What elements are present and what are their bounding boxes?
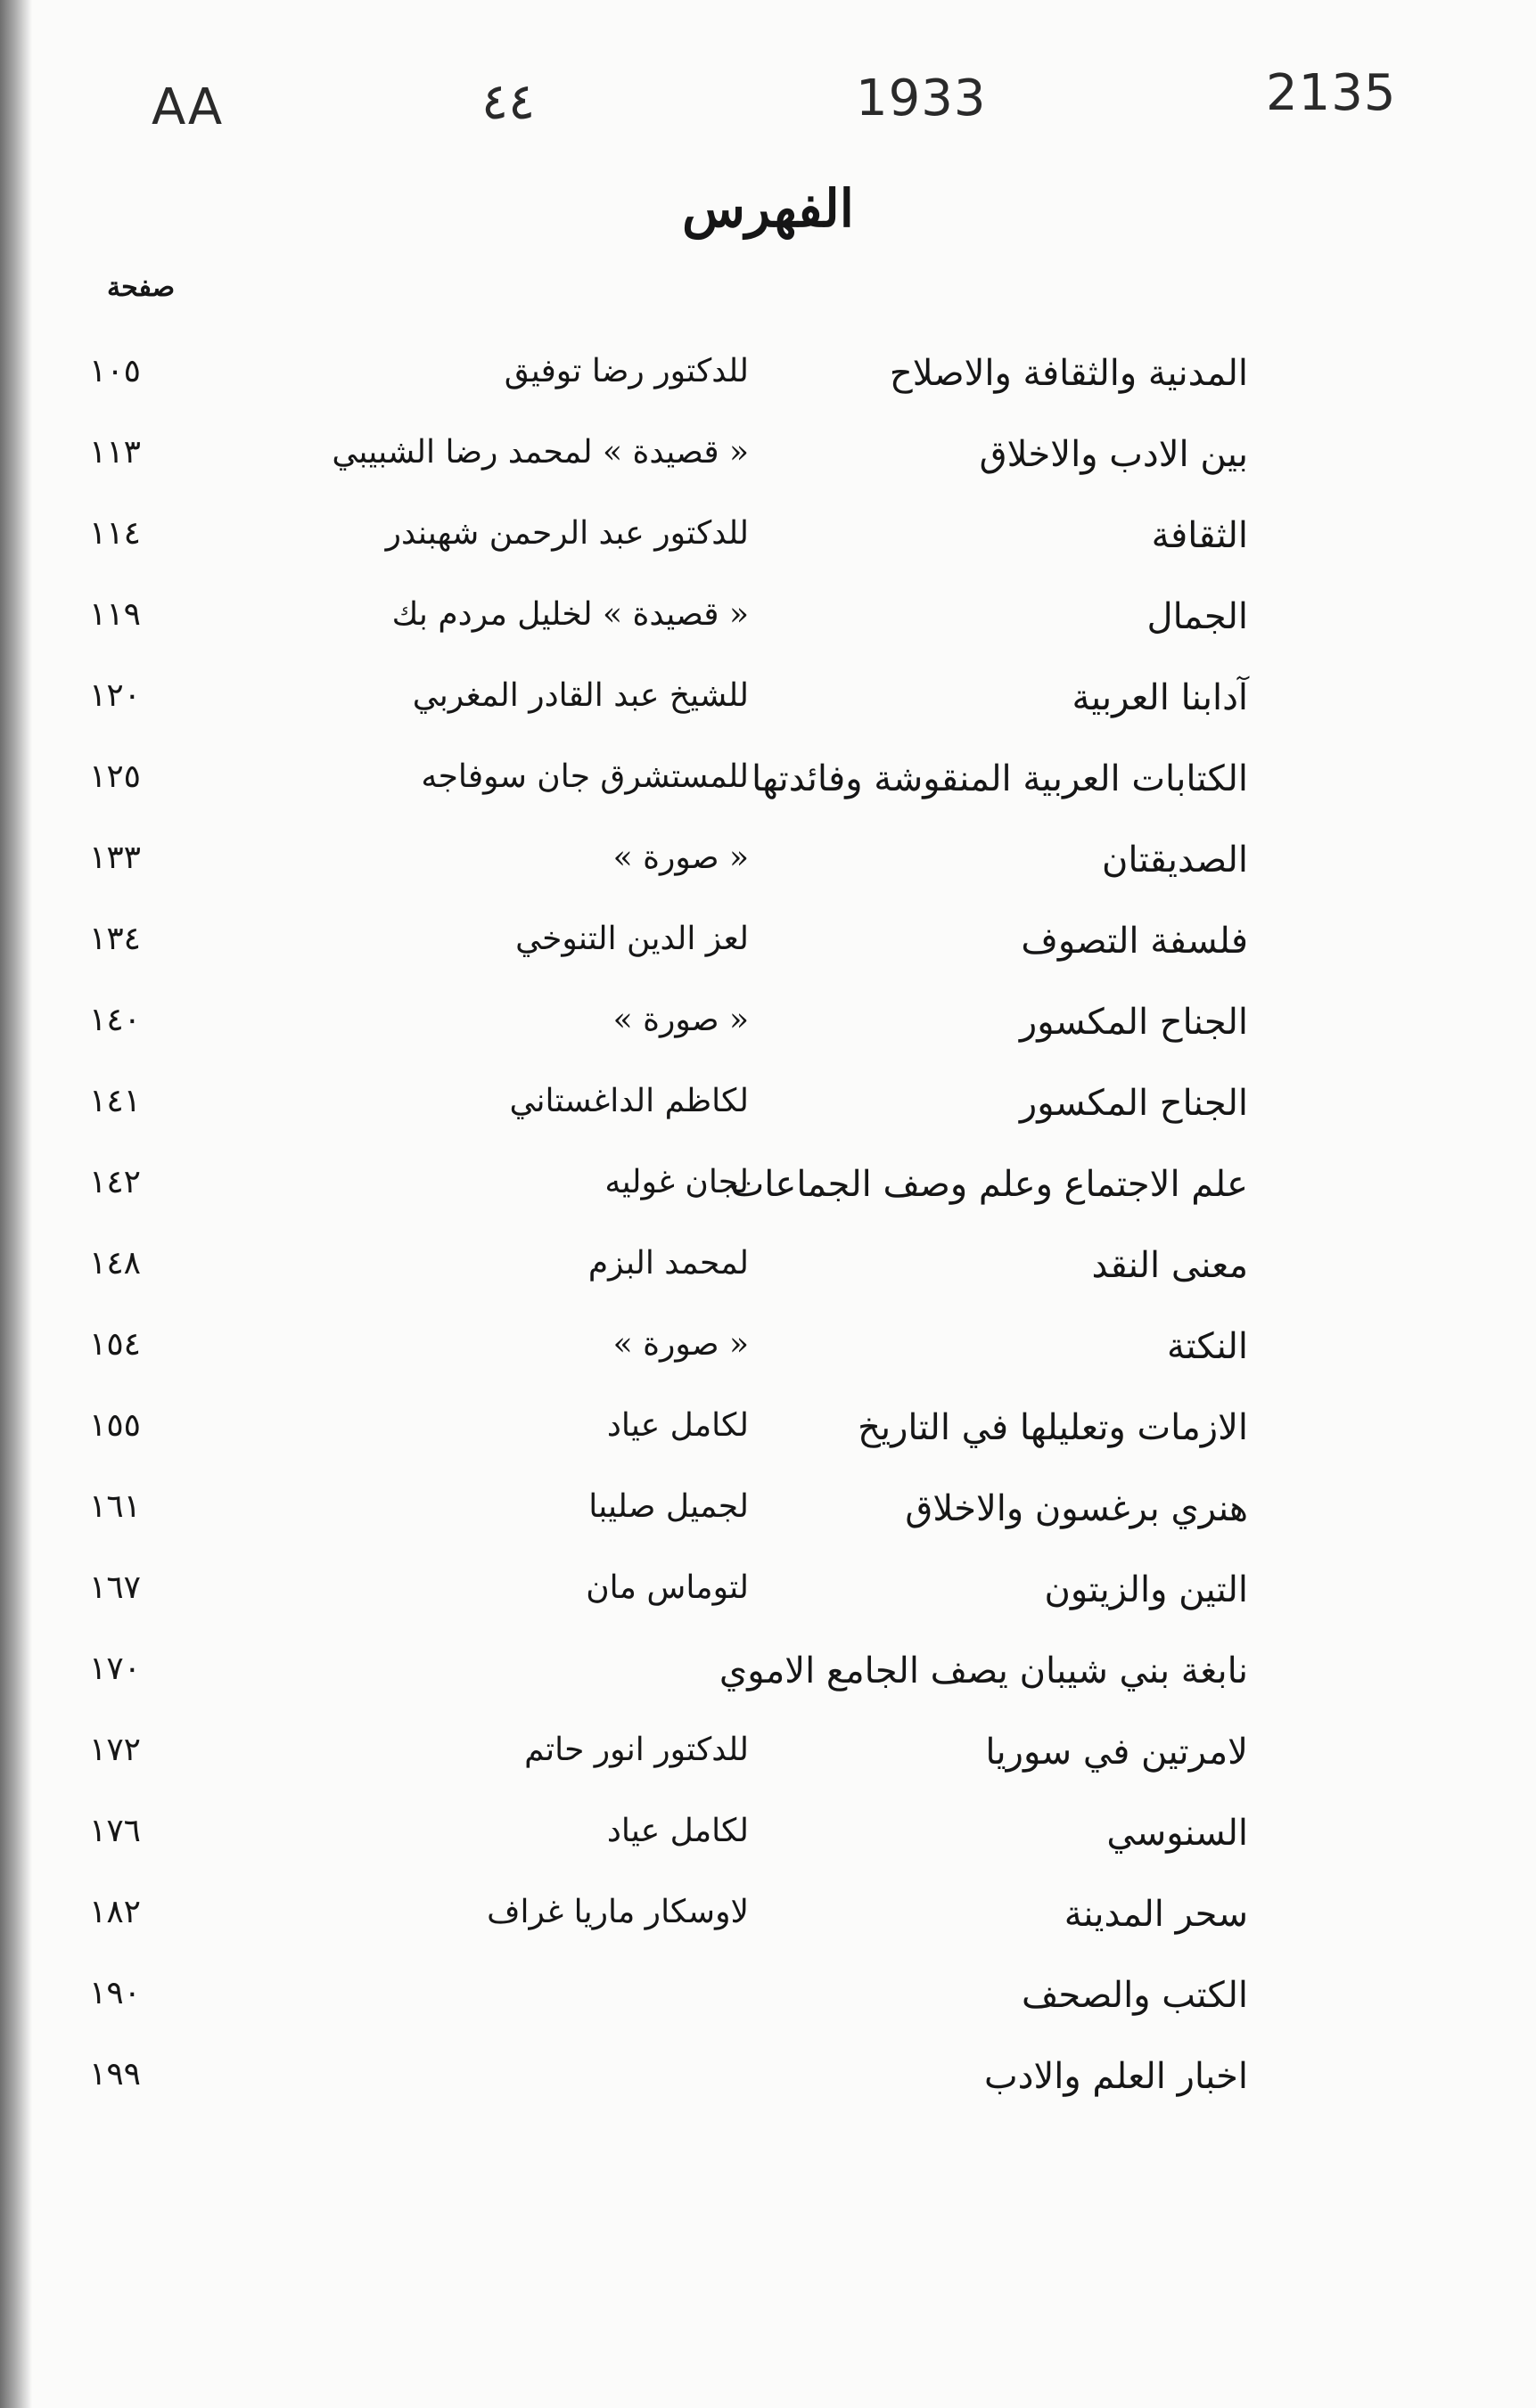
toc-title: الازمات وتعليلها في التاريخ	[858, 1407, 1248, 1448]
toc-author: « صورة »	[612, 1326, 749, 1363]
toc-title: الثقافة	[1151, 515, 1248, 556]
toc-title: النكتة	[1167, 1326, 1248, 1367]
toc-row	[89, 1393, 1248, 1474]
handwritten-note-2: ٤٤	[481, 73, 536, 131]
toc-page-number: ١٧٢	[89, 1732, 142, 1768]
toc-title: فلسفة التصوف	[1021, 921, 1248, 962]
handwritten-note-3: 1933	[856, 70, 987, 127]
toc-page-number: ١٠٥	[89, 353, 142, 389]
toc-author: للمستشرق جان سوفاجه	[421, 758, 749, 795]
toc-author: « قصيدة » لمحمد رضا الشبيبي	[332, 434, 749, 471]
toc-title: بين الادب والاخلاق	[979, 434, 1248, 475]
toc-row	[89, 1636, 1248, 1717]
toc-row	[89, 744, 1248, 825]
toc-row	[89, 825, 1248, 906]
toc-page-number: ١٨٢	[89, 1894, 142, 1930]
handwritten-note-4: 2135	[1266, 64, 1397, 122]
toc-page-number: ١٩٩	[89, 2056, 142, 2093]
toc-title: المدنية والثقافة والاصلاح	[889, 353, 1248, 394]
toc-row	[89, 1150, 1248, 1231]
toc-title: الجناح المكسور	[1019, 1002, 1248, 1043]
page-title: الفهرس	[682, 178, 854, 239]
toc-title: سحر المدينة	[1064, 1894, 1248, 1935]
toc-page-number: ١٣٤	[89, 921, 142, 957]
toc-title: السنوسي	[1106, 1813, 1248, 1854]
toc-page-number: ١١٣	[89, 434, 142, 471]
toc-author: لاوسكار ماريا غراف	[487, 1894, 749, 1930]
toc-page-number: ١١٩	[89, 596, 142, 633]
toc-author: لجميل صليبا	[588, 1488, 749, 1525]
toc-title: التين والزيتون	[1044, 1569, 1248, 1610]
toc-title: الصديقتان	[1102, 840, 1248, 880]
toc-row	[89, 987, 1248, 1069]
toc-row	[89, 2042, 1248, 2123]
toc-page-number: ١٧٦	[89, 1813, 142, 1849]
toc-row	[89, 420, 1248, 501]
toc-author: لمحمد البزم	[587, 1245, 749, 1282]
toc-author: « قصيدة » لخليل مردم بك	[391, 596, 749, 633]
toc-row	[89, 663, 1248, 744]
toc-page-number: ١١٤	[89, 515, 142, 552]
toc-title: نابغة بني شيبان يصف الجامع الاموي	[719, 1650, 1248, 1691]
toc-row	[89, 1231, 1248, 1312]
handwritten-note-1: AA	[152, 78, 224, 136]
toc-title: لامرتين في سوريا	[985, 1732, 1248, 1773]
toc-row	[89, 501, 1248, 582]
toc-title: اخبار العلم والادب	[983, 2056, 1248, 2097]
toc-row	[89, 1312, 1248, 1393]
binding-shadow	[0, 0, 32, 2408]
toc-author: للدكتور عبد الرحمن شهبندر	[385, 515, 749, 552]
toc-page-number: ١٤١	[89, 1083, 142, 1119]
toc-page-number: ١٢٥	[89, 758, 142, 795]
toc-author: لعز الدين التنوخي	[515, 921, 749, 957]
toc-author: لكامل عياد	[606, 1813, 749, 1849]
toc-page-number: ١٦٧	[89, 1569, 142, 1606]
toc-title: علم الاجتماع وعلم وصف الجماعات	[730, 1164, 1248, 1205]
toc-page-number: ١٦١	[89, 1488, 142, 1525]
toc-row	[89, 339, 1248, 420]
toc-row	[89, 1069, 1248, 1150]
toc-row	[89, 582, 1248, 663]
toc-row	[89, 906, 1248, 987]
toc-author: للشيخ عبد القادر المغربي	[412, 677, 749, 714]
toc-page-number: ١٣٣	[89, 840, 142, 876]
toc-page-number: ١٩٠	[89, 1975, 142, 2011]
toc-title: معنى النقد	[1091, 1245, 1248, 1286]
toc-author: « صورة »	[612, 1002, 749, 1038]
toc-author: للدكتور رضا توفيق	[504, 353, 749, 389]
toc-author: لتوماس مان	[586, 1569, 749, 1606]
toc-row	[89, 1717, 1248, 1798]
toc-row	[89, 1798, 1248, 1880]
toc-row	[89, 1555, 1248, 1636]
toc-page-number: ١٥٤	[89, 1326, 142, 1363]
toc-title: آدابنا العربية	[1072, 677, 1248, 718]
toc-author: لجان غوليه	[604, 1164, 749, 1200]
toc-author: للدكتور انور حاتم	[524, 1732, 749, 1768]
toc-row	[89, 1880, 1248, 1961]
toc-title: الجمال	[1146, 596, 1248, 637]
toc-row	[89, 1961, 1248, 2042]
toc-author: لكاظم الداغستاني	[509, 1083, 749, 1119]
toc-page-number: ١٤٢	[89, 1164, 142, 1200]
toc-title: الكتب والصحف	[1022, 1975, 1248, 2016]
toc-title: الجناح المكسور	[1019, 1083, 1248, 1124]
page-column-label: صفحة	[107, 272, 176, 303]
toc-title: الكتابات العربية المنقوشة وفائدتها	[752, 758, 1248, 799]
toc-page-number: ١٤٨	[89, 1245, 142, 1282]
toc-page-number: ١٥٥	[89, 1407, 142, 1444]
table-of-contents	[89, 339, 1248, 2130]
toc-page-number: ١٧٠	[89, 1650, 142, 1687]
toc-title: هنري برغسون والاخلاق	[905, 1488, 1248, 1529]
toc-row	[89, 1474, 1248, 1555]
toc-author: لكامل عياد	[606, 1407, 749, 1444]
toc-page-number: ١٢٠	[89, 677, 142, 714]
toc-page-number: ١٤٠	[89, 1002, 142, 1038]
toc-author: « صورة »	[612, 840, 749, 876]
